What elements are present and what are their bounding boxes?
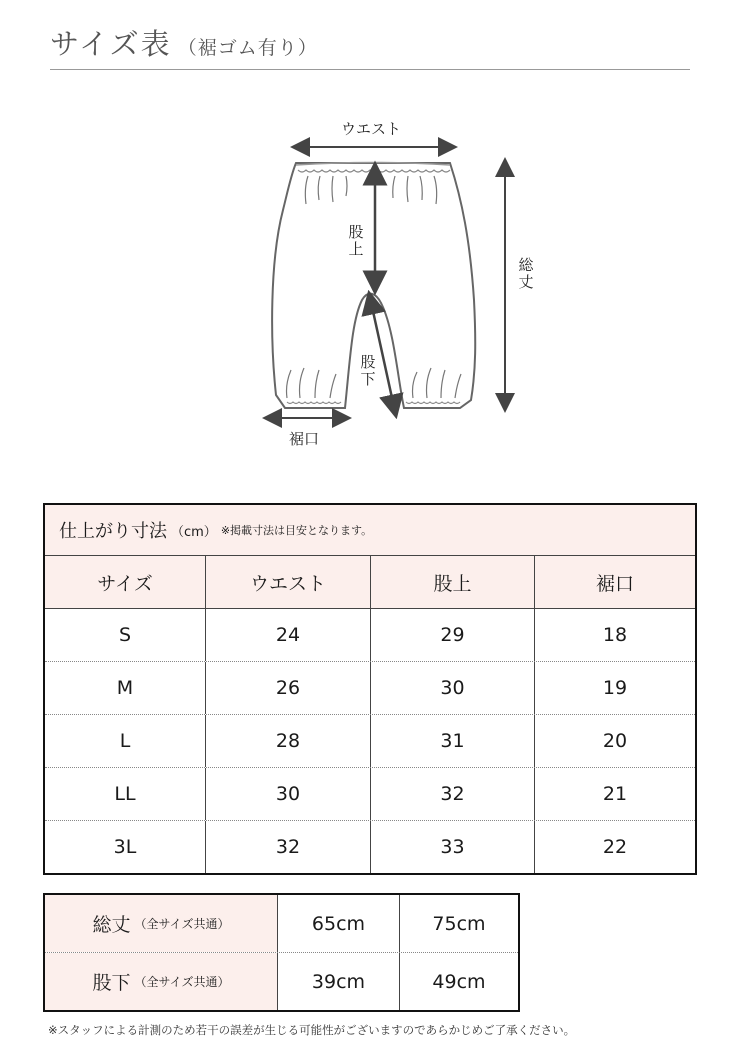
length-value: 49cm (432, 970, 486, 993)
length-label-text: 股下 (92, 972, 131, 994)
length-value: 39cm (278, 953, 400, 1010)
size-cell: 3L (45, 821, 206, 873)
column-header: サイズ (45, 556, 206, 608)
waist-label: ウエスト (341, 120, 402, 138)
waist-cell: 32 (206, 821, 371, 873)
size-table-caption (45, 505, 695, 556)
hem-cell: 18 (602, 624, 628, 646)
waist-cell: 24 (206, 609, 371, 661)
size-cell: S (45, 609, 206, 661)
length-table (43, 893, 520, 1012)
table-row (45, 609, 695, 662)
rise-cell: 31 (371, 715, 535, 767)
column-header: 裾口 (595, 572, 634, 595)
table-row (45, 715, 695, 768)
waist-cell: 28 (206, 715, 371, 767)
hem-cell: 22 (602, 836, 628, 858)
rise-cell: 29 (371, 609, 535, 661)
length-value: 65cm (278, 895, 400, 952)
rise-cell: 30 (371, 662, 535, 714)
length-row-inseam (45, 953, 518, 1010)
footnote: ※スタッフによる計測のため若干の誤差が生じる可能性がございますのであらかじめご了承ください。 (48, 1023, 576, 1037)
hem-cell: 21 (602, 783, 628, 805)
length-row-label (45, 953, 278, 1010)
table-row (45, 821, 695, 873)
title-main: サイズ表 (50, 27, 172, 61)
hem-label: 裾口 (289, 430, 320, 448)
column-header: 股上 (371, 556, 535, 608)
pants-diagram (0, 0, 740, 470)
caption-title: 仕上がり寸法 (59, 521, 167, 542)
size-cell: M (45, 662, 206, 714)
waist-cell: 30 (206, 768, 371, 820)
column-header: ウエスト (206, 556, 371, 608)
rise-label: 股上 (348, 223, 364, 258)
waist-cell: 26 (206, 662, 371, 714)
length-row-label (45, 895, 278, 952)
table-row (45, 768, 695, 821)
size-cell: LL (45, 768, 206, 820)
caption-unit: （cm） (171, 524, 217, 540)
size-table (43, 503, 697, 875)
length-label-note: （全サイズ共通） (134, 917, 230, 931)
total-length-label: 総丈 (518, 256, 534, 291)
table-row (45, 662, 695, 715)
hem-cell: 19 (602, 677, 628, 699)
rise-cell: 32 (371, 768, 535, 820)
length-label-note: （全サイズ共通） (134, 975, 230, 989)
length-row-total (45, 895, 518, 953)
caption-note: ※掲載寸法は目安となります。 (220, 524, 373, 537)
length-value: 75cm (432, 912, 486, 935)
title-subtitle: （裾ゴム有り） (177, 37, 318, 59)
table-header-row (45, 556, 695, 609)
size-cell: L (45, 715, 206, 767)
inseam-label: 股下 (360, 353, 376, 388)
hem-cell: 20 (602, 730, 628, 752)
length-label-text: 総丈 (92, 914, 131, 936)
rise-cell: 33 (371, 821, 535, 873)
